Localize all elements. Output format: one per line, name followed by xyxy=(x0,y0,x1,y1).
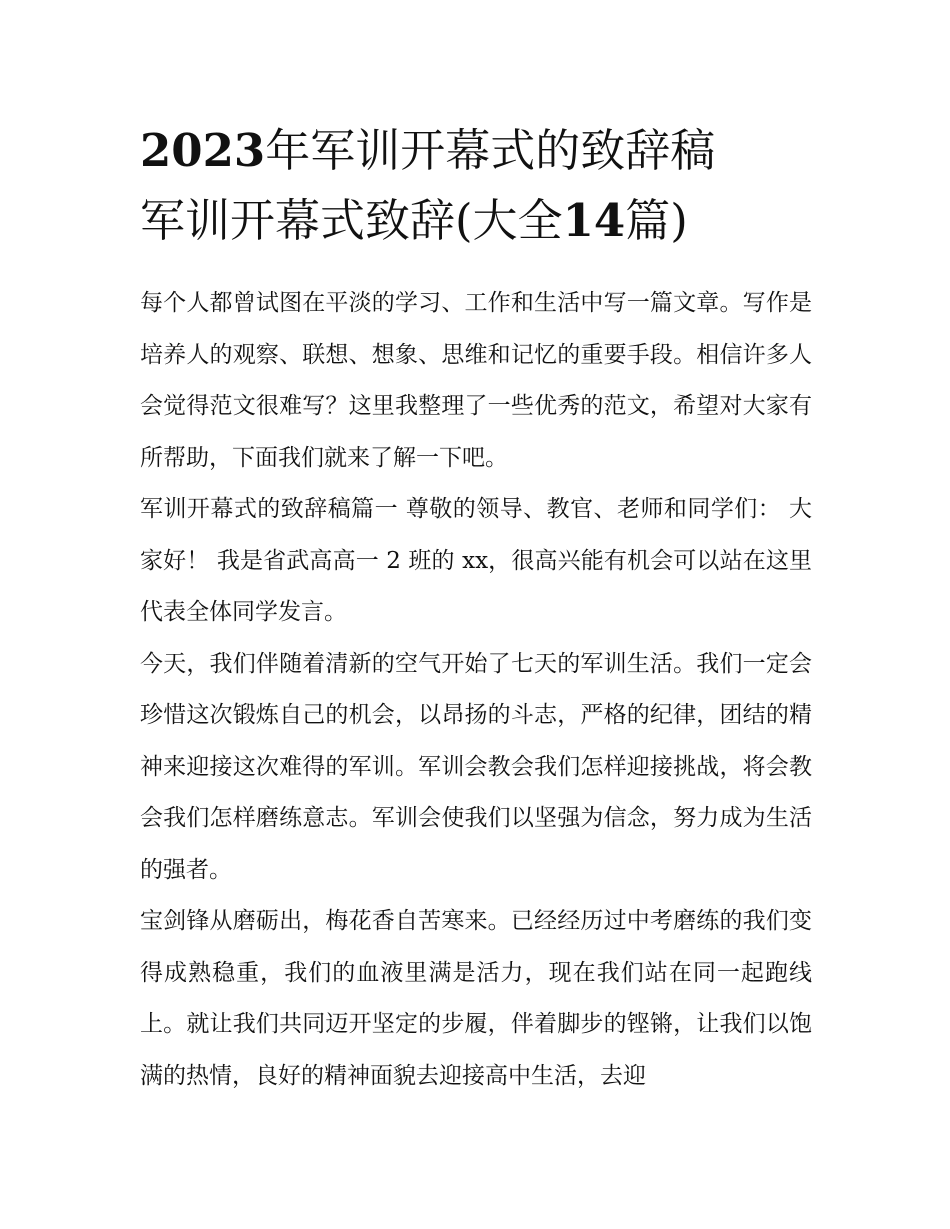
title-year: 2023 xyxy=(140,124,266,177)
title-line-2-text-a: 军训开幕式致辞(大全 xyxy=(140,194,563,247)
title-line-2 xyxy=(140,186,830,256)
title-count: 14 xyxy=(562,194,626,247)
title-line-1 xyxy=(140,116,830,186)
paragraph-intro: 每个人都曾试图在平淡的学习、工作和生活中写一篇文章。写作是培养人的观察、联想、想象、思维和记忆的重要手段。相信许多人会觉得范文很难写？这里我整理了一些优秀的范文，希望对大家有所帮助，下面我们就来了解一下吧。 xyxy=(140,290,812,471)
title-line-1-text: 年军训开幕式的致辞稿 xyxy=(265,124,716,177)
paragraph-greeting: 军训开幕式的致辞稿篇一 尊敬的领导、教官、老师和同学们： 大家好！ 我是省武高高一 2 班的 xx，很高兴能有机会可以站在这里代表全体同学发言。 xyxy=(140,496,812,625)
paragraph-training: 今天，我们伴随着清新的空气开始了七天的军训生活。我们一定会珍惜这次锻炼自己的机会，以昂扬的斗志，严格的纪律，团结的精神来迎接这次难得的军训。军训会教会我们怎样迎接挑战，将会教会我们怎样磨练意志。军训会使我们以坚强为信念，努力成为生活的强者。 xyxy=(140,650,812,883)
paragraph-motivation: 宝剑锋从磨砺出，梅花香自苦寒来。已经经历过中考磨练的我们变得成熟稳重，我们的血液里满是活力，现在我们站在同一起跑线上。就让我们共同迈开坚定的步履，伴着脚步的铿锵，让我们以饱满的热情，良好的精神面貌去迎接高中生活，去迎 xyxy=(140,908,812,1089)
document-title xyxy=(140,116,830,256)
document-body xyxy=(140,278,812,1102)
title-line-2-text-b: 篇) xyxy=(625,194,688,247)
